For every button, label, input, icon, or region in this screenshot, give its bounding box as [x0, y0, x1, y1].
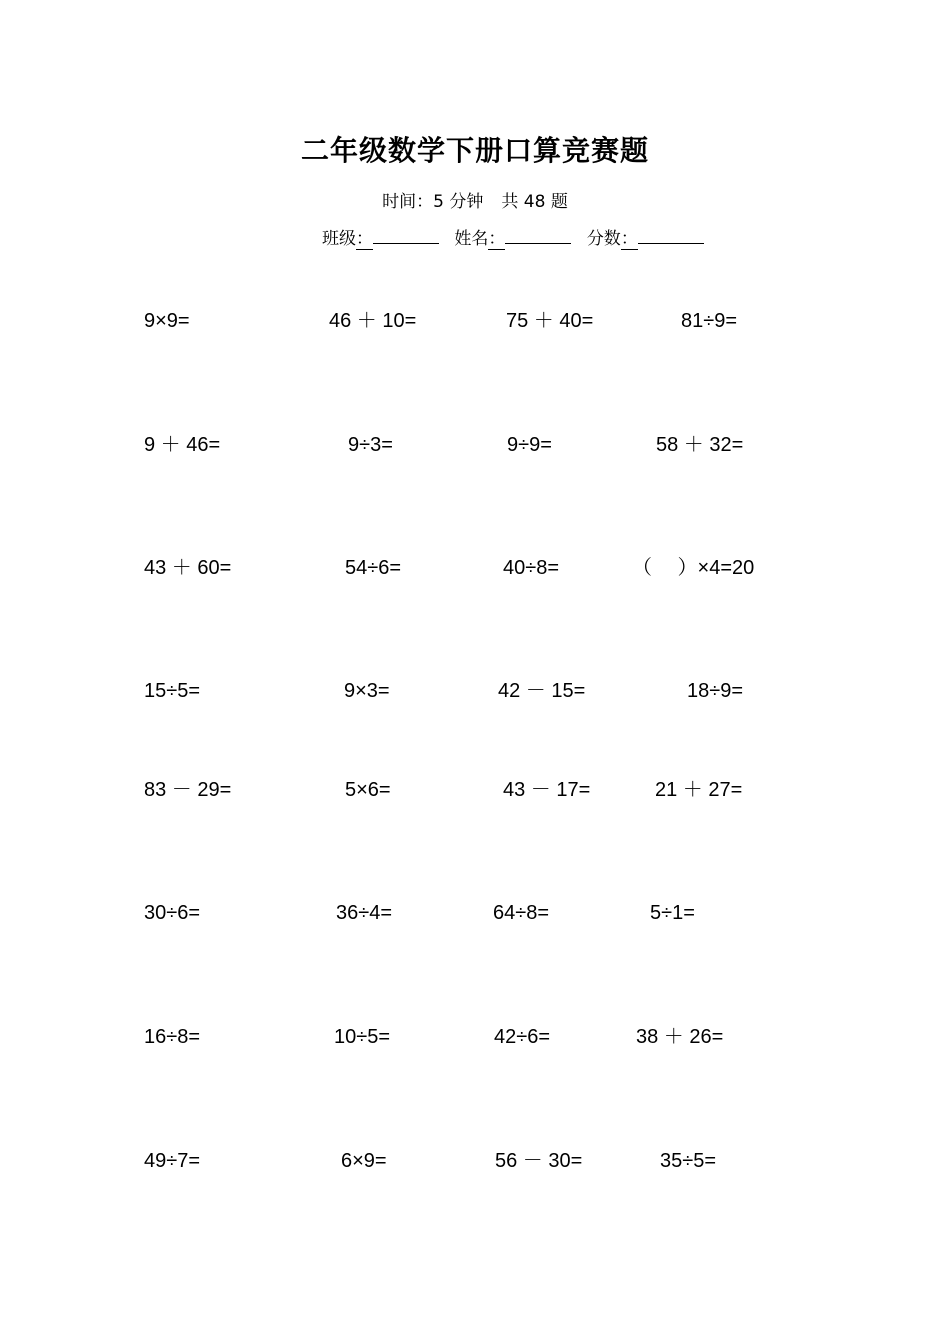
name-label: 姓名 [454, 229, 489, 249]
student-info [322, 224, 714, 250]
problem: 75 ＋ 40= [506, 310, 594, 332]
problem: 5×6= [345, 779, 391, 801]
problem: 36÷4= [336, 902, 393, 924]
problem: 9×9= [144, 310, 190, 332]
score-label: 分数 [586, 229, 621, 249]
problem: 5÷1= [650, 902, 695, 924]
class-blank[interactable] [373, 229, 439, 244]
problem: 38 ＋ 26= [636, 1026, 724, 1048]
problem: 30÷6= [144, 902, 201, 924]
problem: 6×9= [341, 1150, 387, 1172]
problem: 56 － 30= [495, 1150, 583, 1172]
subtitle [0, 187, 950, 212]
problem: 9÷9= [507, 434, 552, 456]
problem: 58 ＋ 32= [656, 434, 744, 456]
time-label: 时间：5 分钟 [382, 192, 484, 212]
problem: 49÷7= [144, 1150, 201, 1172]
score-colon: ： [621, 224, 638, 250]
problem: 9×3= [344, 680, 390, 702]
problem: 16÷8= [144, 1026, 201, 1048]
problem: 43 － 17= [503, 779, 591, 801]
page-title: 二年级数学下册口算竞赛题 [300, 134, 649, 167]
problem: 9÷3= [348, 434, 393, 456]
problem: 83 － 29= [144, 779, 232, 801]
problem: 64÷8= [493, 902, 550, 924]
name-colon: ： [488, 224, 505, 250]
problem: 21 ＋ 27= [655, 779, 743, 801]
problem: 42 － 15= [498, 680, 586, 702]
name-blank[interactable] [505, 229, 571, 244]
problem: 43 ＋ 60= [144, 557, 232, 579]
class-field [322, 224, 439, 250]
score-blank[interactable] [638, 229, 704, 244]
class-colon: ： [356, 224, 373, 250]
problem: 42÷6= [494, 1026, 551, 1048]
class-label: 班级 [322, 229, 356, 249]
problem: 15÷5= [144, 680, 201, 702]
problem: 46 ＋ 10= [329, 310, 417, 332]
problem: 10÷5= [334, 1026, 391, 1048]
problem: 81÷9= [681, 310, 738, 332]
score-field [587, 224, 704, 250]
problem: 35÷5= [660, 1150, 717, 1172]
problem: 54÷6= [345, 557, 402, 579]
problem: 18÷9= [687, 680, 744, 702]
problem: 40÷8= [503, 557, 560, 579]
count-label: 共 48 题 [501, 192, 568, 212]
problem: （ ）×4=20 [632, 557, 755, 579]
problem: 9 ＋ 46= [144, 434, 221, 456]
name-field [454, 224, 571, 250]
